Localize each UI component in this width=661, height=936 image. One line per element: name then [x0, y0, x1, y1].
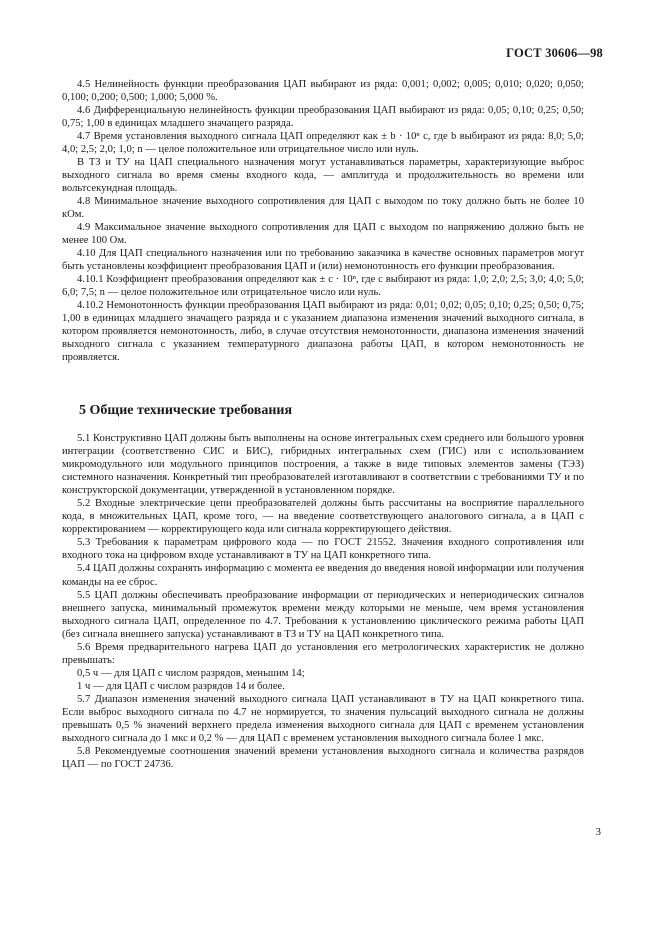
section-5-title: 5 Общие технические требования	[79, 403, 293, 418]
paragraph-4-7-note: В ТЗ и ТУ на ЦАП специального назначения могут устанавливаться параметры, характеризующие выброс выходного сигнала во время смены входного кода, — амплитуда и продолжительность во времени или вольтсекундная площадь.	[62, 157, 584, 194]
paragraph-4-6: 4.6 Дифференциальную нелинейность функции преобразования ЦАП выбирают из ряда: 0,05; 0,10; 0,25; 0,50; 0,75; 1,00 в единицах младшего значащего разряда.	[62, 105, 584, 129]
paragraph-5-7: 5.7 Диапазон изменения значений выходного сигнала ЦАП устанавливают в ТУ на ЦАП конкретного типа. Если выброс выходного сигнала по 4.7 не нормируется, то значения пульсаций выходного сигнала не должны превышать 0,5 % значений верхнего предела изменения выходного сигнала для ЦАП с временем установления выходного сигнала до 1 мкс и 0,2 % — для ЦАП с временем установления выходного сигнала более 1 мкс.	[62, 693, 584, 745]
paragraph-4-10-2: 4.10.2 Немонотонность функции преобразования ЦАП выбирают из ряда: 0,01; 0,02; 0,05; 0,10; 0,25; 0,50; 0,75; 1,00 в единицах младшего значащего разряда и с указанием диапазона изменения значений выходного сигнала, в котором проявляется немонотонность, либо, в случае отсутствия немонотонности, диапазона изменения значений выходного сигнала с указанием температурного диапазона работы ЦАП, в котором немонотонность не проявляется.	[62, 300, 584, 363]
paragraph-5-3: 5.3 Требования к параметрам цифрового кода — по ГОСТ 21552. Значения входного сопротивления или входного тока на цифровом входе устанавливают в ТУ на ЦАП конкретного типа.	[62, 537, 584, 562]
paragraph-5-1: 5.1 Конструктивно ЦАП должны быть выполнены на основе интегральных схем среднего или большого уровня интеграции (соответственно СИС и БИС), гибридных интегральных схем (ГИС) или с использованием микромодульного или модульного принципов построения, а также в виде типовых элементов замены (ТЭЗ) системного назначения. Конкретный тип преобразователей изготавливают в соответствии с требованиями ТУ и по конструкторской документации, утвержденной в установленном порядке.	[62, 433, 584, 497]
paragraph-5-6: 5.6 Время предварительного нагрева ЦАП до установления его метрологических характеристик не должно превышать:	[62, 641, 584, 666]
paragraph-4-10: 4.10 Для ЦАП специального назначения или по требованию заказчика в качестве основных параметров могут быть установлены коэффициент преобразования ЦАП и (или) немонотонность его функции преобразования.	[62, 248, 584, 272]
paragraph-5-8: 5.8 Рекомендуемые соотношения значений времени установления выходного сигнала и количества разрядов ЦАП — по ГОСТ 24736.	[62, 746, 584, 771]
paragraph-4-9: 4.9 Максимальное значение выходного сопротивления для ЦАП с выходом по напряжению должно быть не менее 100 Ом.	[62, 222, 584, 246]
paragraph-5-5: 5.5 ЦАП должны обеспечивать преобразование информации от периодических и непериодических сигналов внешнего запуска, минимальный промежуток времени между которыми не меньше, чем время установления выходного сигнала ЦАП, определенное по 4.7. Требования к установлению циклического режима работы ЦАП (без сигнала внешнего запуска) устанавливают в ТЗ и ТУ на ЦАП конкретного типа.	[62, 589, 584, 640]
paragraph-5-6-item-1: 0,5 ч — для ЦАП с числом разрядов, меньшим 14;	[77, 667, 305, 679]
clause-5-text	[62, 432, 584, 771]
paragraph-4-5: 4.5 Нелинейность функции преобразования ЦАП выбирают из ряда: 0,001; 0,002; 0,005; 0,010; 0,020; 0,050; 0,100; 0,200; 0,500; 1,000; 5,000 %.	[62, 79, 584, 103]
paragraph-5-4: 5.4 ЦАП должны сохранять информацию с момента ее введения до введения новой информации или получения команды на ее сброс.	[62, 563, 584, 588]
paragraph-5-6-item-2: 1 ч — для ЦАП с числом разрядов 14 и более.	[77, 680, 285, 692]
paragraph-4-8: 4.8 Минимальное значение выходного сопротивления для ЦАП с выходом по току должно быть не более 10 кОм.	[62, 196, 584, 220]
paragraph-5-2: 5.2 Входные электрические цепи преобразователей должны быть рассчитаны на восприятие параллельного кода, в множительных ЦАП, кроме того, — на введение соответствующего аналогового сигнала, а в ЦАП с корректированием — корректирующего кода или сигнала корректирующего действия.	[62, 498, 584, 536]
page-number: 3	[595, 826, 601, 838]
document-code: ГОСТ 30606—98	[506, 46, 603, 60]
paragraph-4-7: 4.7 Время установления выходного сигнала ЦАП определяют как ± b · 10ⁿ с, где b выбирают из ряда: 8,0; 5,0; 4,0; 2,5; 2,0; 1,0; n — целое положительное или отрицательное число или нуль.	[62, 131, 584, 155]
paragraph-4-10-1: 4.10.1 Коэффициент преобразования определяют как ± c · 10ⁿ, где c выбирают из ряда: 1,0; 2,0; 2,5; 3,0; 4,0; 5,0; 6,0; 7,5; n — целое положительное или отрицательное число или нуль.	[62, 274, 584, 298]
clause-4-text	[62, 78, 584, 364]
